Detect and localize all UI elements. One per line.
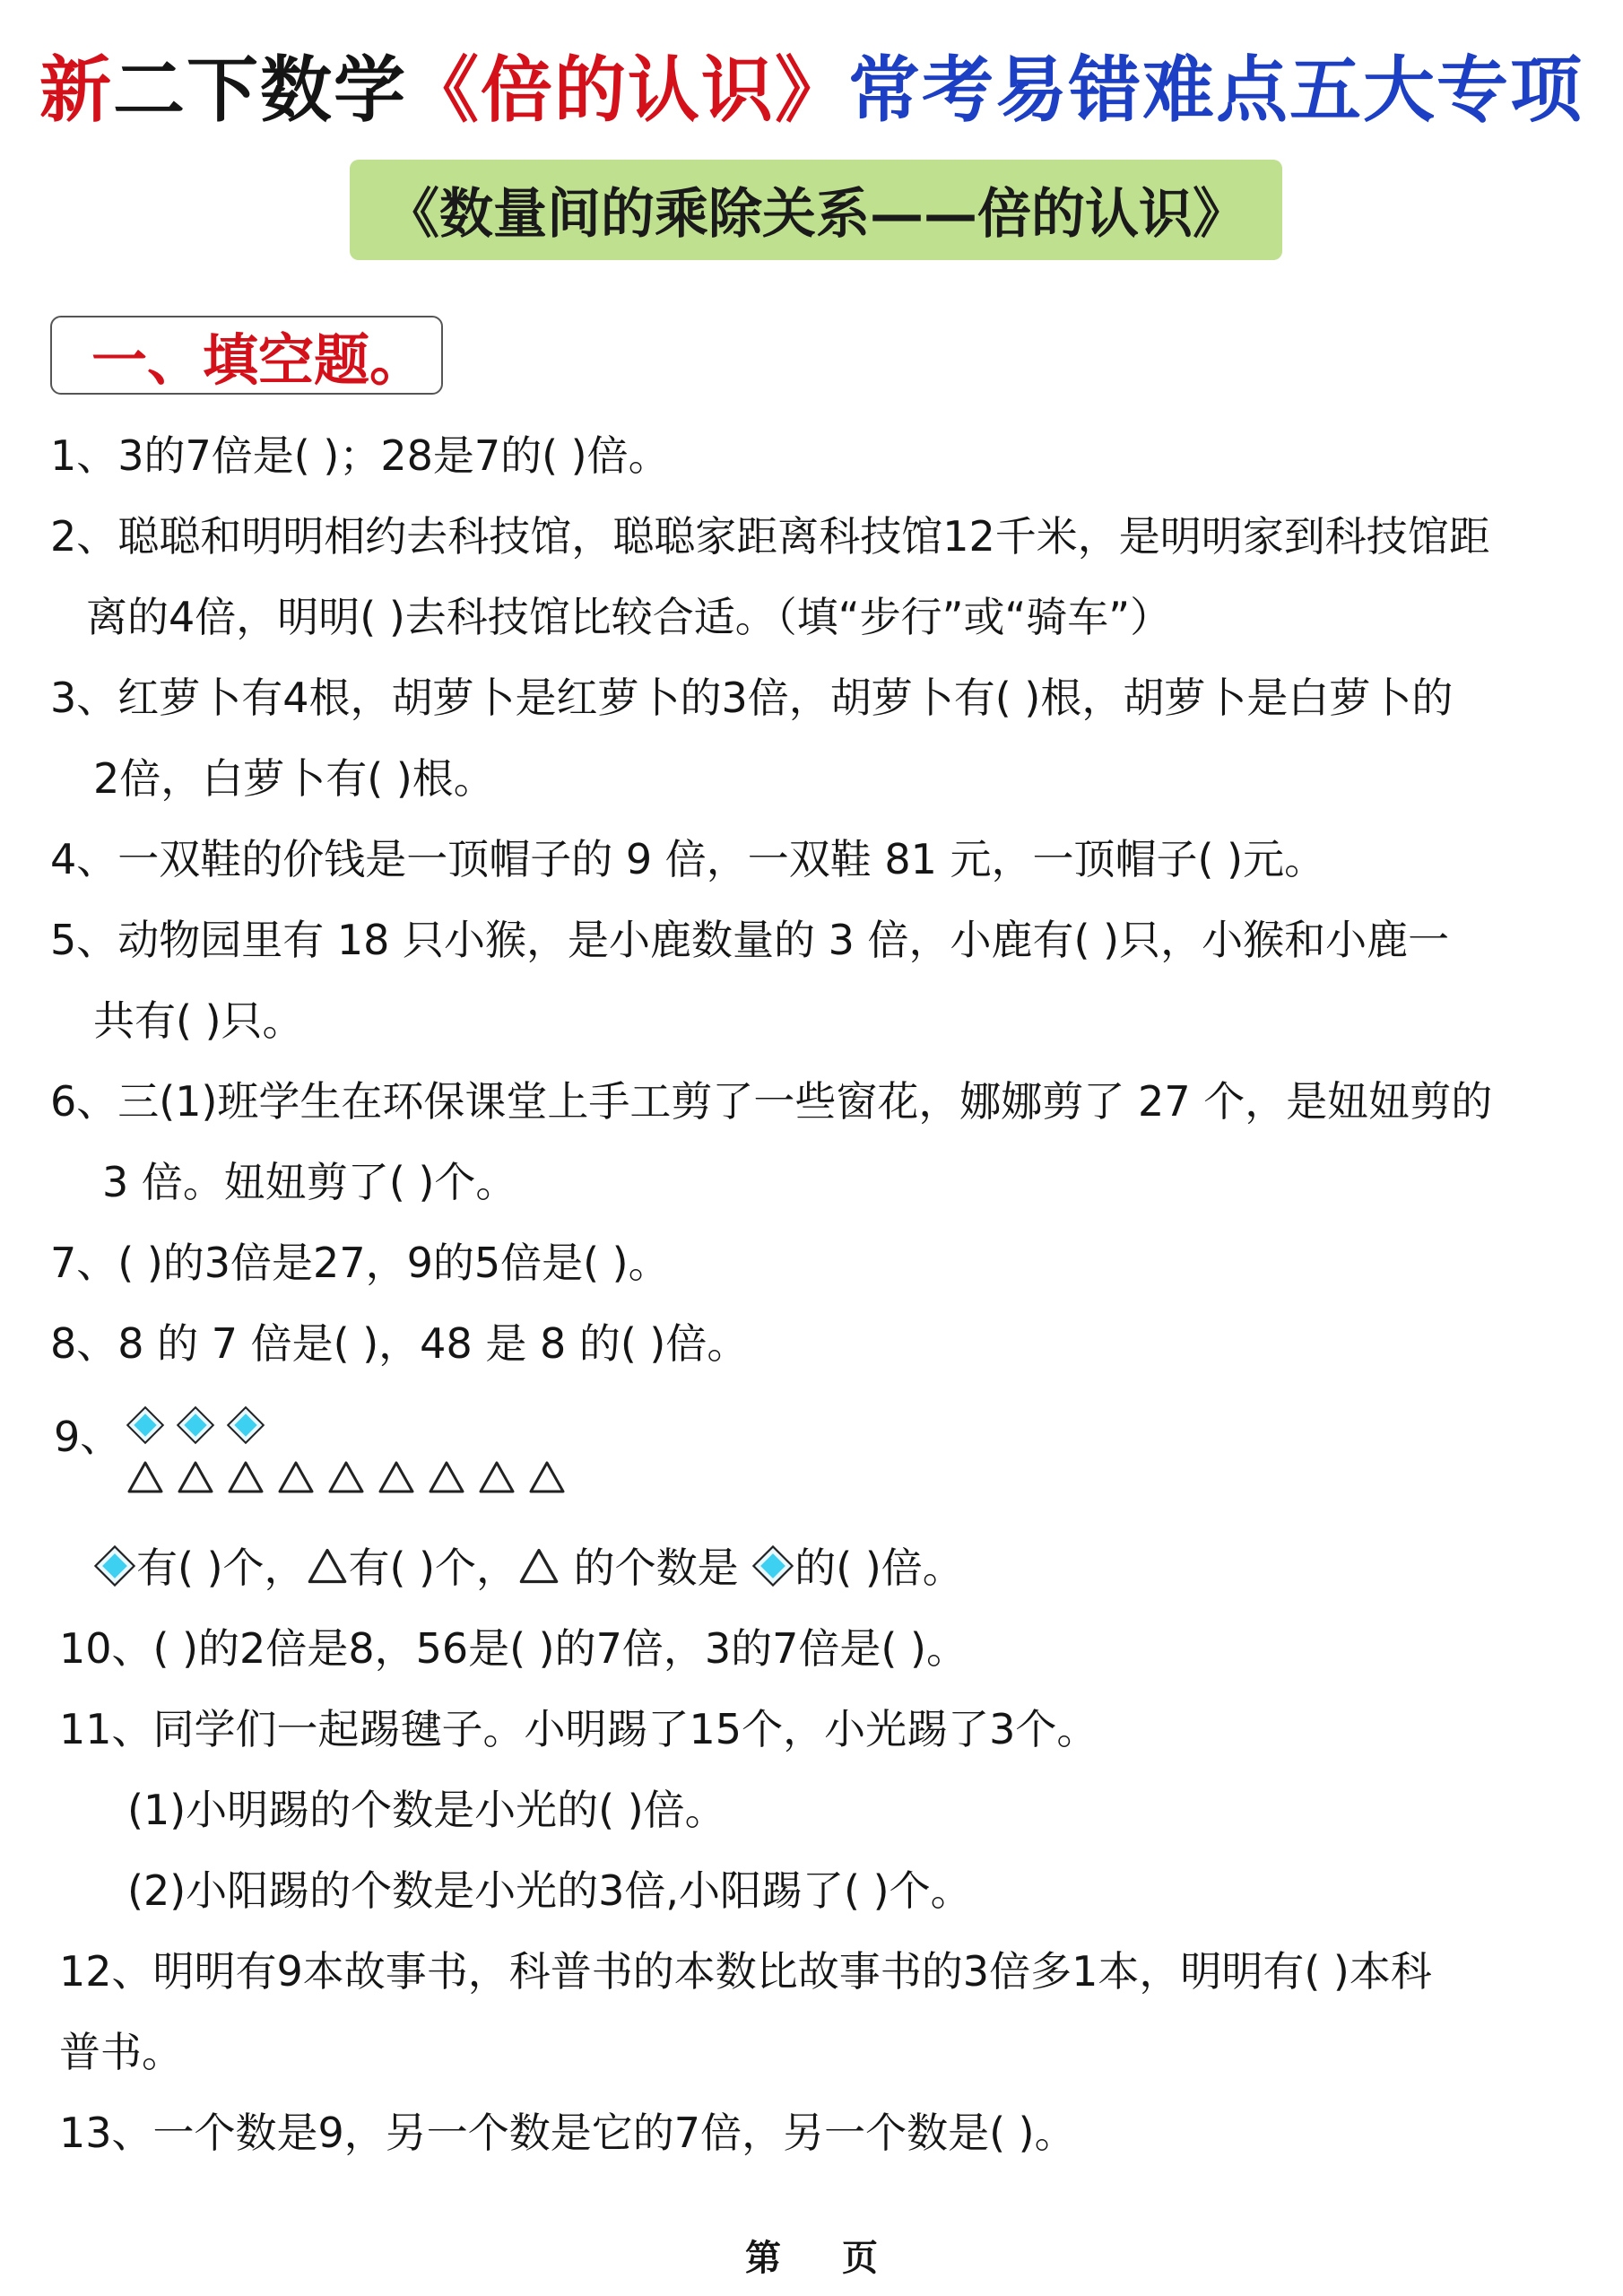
question-12-cont: 普书。 bbox=[59, 2028, 183, 2076]
triangle-icon bbox=[524, 1457, 570, 1497]
footer-first: 第 bbox=[745, 2238, 781, 2279]
diamond-icon bbox=[122, 1405, 169, 1445]
q9-count-text: 的个数是 bbox=[560, 1544, 752, 1592]
question-4: 4、一双鞋的价钱是一顶帽子的 9 倍，一双鞋 81 元，一顶帽子( )元。 bbox=[50, 835, 1326, 883]
question-8: 8、8 的 7 倍是( )，48 是 8 的( )倍。 bbox=[50, 1319, 749, 1368]
triangle-icon bbox=[373, 1457, 420, 1497]
title-part-special: 常考易错难点五大专项 bbox=[848, 48, 1584, 132]
question-10: 10、( )的2倍是8，56是( )的7倍，3的7倍是( )。 bbox=[59, 1624, 968, 1673]
question-13: 13、一个数是9，另一个数是它的7倍，另一个数是( )。 bbox=[59, 2109, 1076, 2157]
triangle-icon bbox=[323, 1457, 369, 1497]
diamond-icon bbox=[172, 1405, 219, 1445]
question-12: 12、明明有9本故事书，科普书的本数比故事书的3倍多1本，明明有( )本科 bbox=[59, 1947, 1432, 1996]
question-6: 6、三(1)班学生在环保课堂上手工剪了一些窗花，娜娜剪了 27 个，是妞妞剪的 bbox=[50, 1077, 1493, 1126]
question-3-cont: 2倍，白萝卜有( )根。 bbox=[93, 754, 495, 803]
diamond-icon bbox=[751, 1544, 794, 1587]
title-part-new: 新 bbox=[39, 48, 113, 132]
question-1: 1、3的7倍是( )；28是7的( )倍。 bbox=[50, 431, 670, 480]
title-part-grade: 二下数学 bbox=[113, 48, 407, 132]
diamond-icon bbox=[93, 1544, 136, 1587]
footer-second: 页 bbox=[842, 2238, 878, 2279]
page-title bbox=[0, 32, 1623, 135]
subtitle-banner: 《数量间的乘除关系——倍的认识》 bbox=[350, 160, 1282, 260]
triangle-icon bbox=[423, 1457, 470, 1497]
question-3: 3、红萝卜有4根，胡萝卜是红萝卜的3倍，胡萝卜有( )根，胡萝卜是白萝卜的 bbox=[50, 674, 1454, 722]
page-footer bbox=[0, 2230, 1623, 2281]
question-11-part-2: (2)小阳踢的个数是小光的3倍,小阳踢了( )个。 bbox=[127, 1866, 972, 1915]
triangle-icon bbox=[273, 1457, 319, 1497]
q9-diamond-blank: 有( )个， bbox=[136, 1544, 306, 1592]
question-11-part-1: (1)小明踢的个数是小光的( )倍。 bbox=[127, 1786, 726, 1834]
triangle-row bbox=[122, 1457, 574, 1497]
q9-times-blank: 的( )倍。 bbox=[794, 1544, 964, 1592]
title-part-topic: 《倍的认识》 bbox=[407, 48, 848, 132]
triangle-icon bbox=[517, 1544, 560, 1587]
question-7: 7、( )的3倍是27，9的5倍是( )。 bbox=[50, 1239, 670, 1287]
question-2-cont: 离的4倍，明明( )去科技馆比较合适。（填“步行”或“骑车”） bbox=[86, 593, 1172, 641]
triangle-icon bbox=[222, 1457, 269, 1497]
triangle-icon bbox=[473, 1457, 520, 1497]
question-2: 2、聪聪和明明相约去科技馆，聪聪家距离科技馆12千米，是明明家到科技馆距 bbox=[50, 512, 1490, 561]
question-9-number: 9、 bbox=[54, 1413, 122, 1461]
question-6-cont: 3 倍。妞妞剪了( )个。 bbox=[102, 1158, 517, 1206]
diamond-row bbox=[122, 1405, 273, 1445]
question-9-answer bbox=[93, 1541, 964, 1595]
question-11: 11、同学们一起踢毽子。小明踢了15个，小光踢了3个。 bbox=[59, 1705, 1098, 1753]
question-5-cont: 共有( )只。 bbox=[93, 996, 304, 1045]
triangle-icon bbox=[172, 1457, 219, 1497]
section-heading: 一、填空题。 bbox=[50, 316, 443, 395]
diamond-icon bbox=[222, 1405, 269, 1445]
question-5: 5、动物园里有 18 只小猴，是小鹿数量的 3 倍，小鹿有( )只，小猴和小鹿一 bbox=[50, 916, 1450, 964]
q9-triangle-blank: 有( )个， bbox=[348, 1544, 518, 1592]
triangle-icon bbox=[122, 1457, 169, 1497]
triangle-icon bbox=[306, 1544, 349, 1587]
